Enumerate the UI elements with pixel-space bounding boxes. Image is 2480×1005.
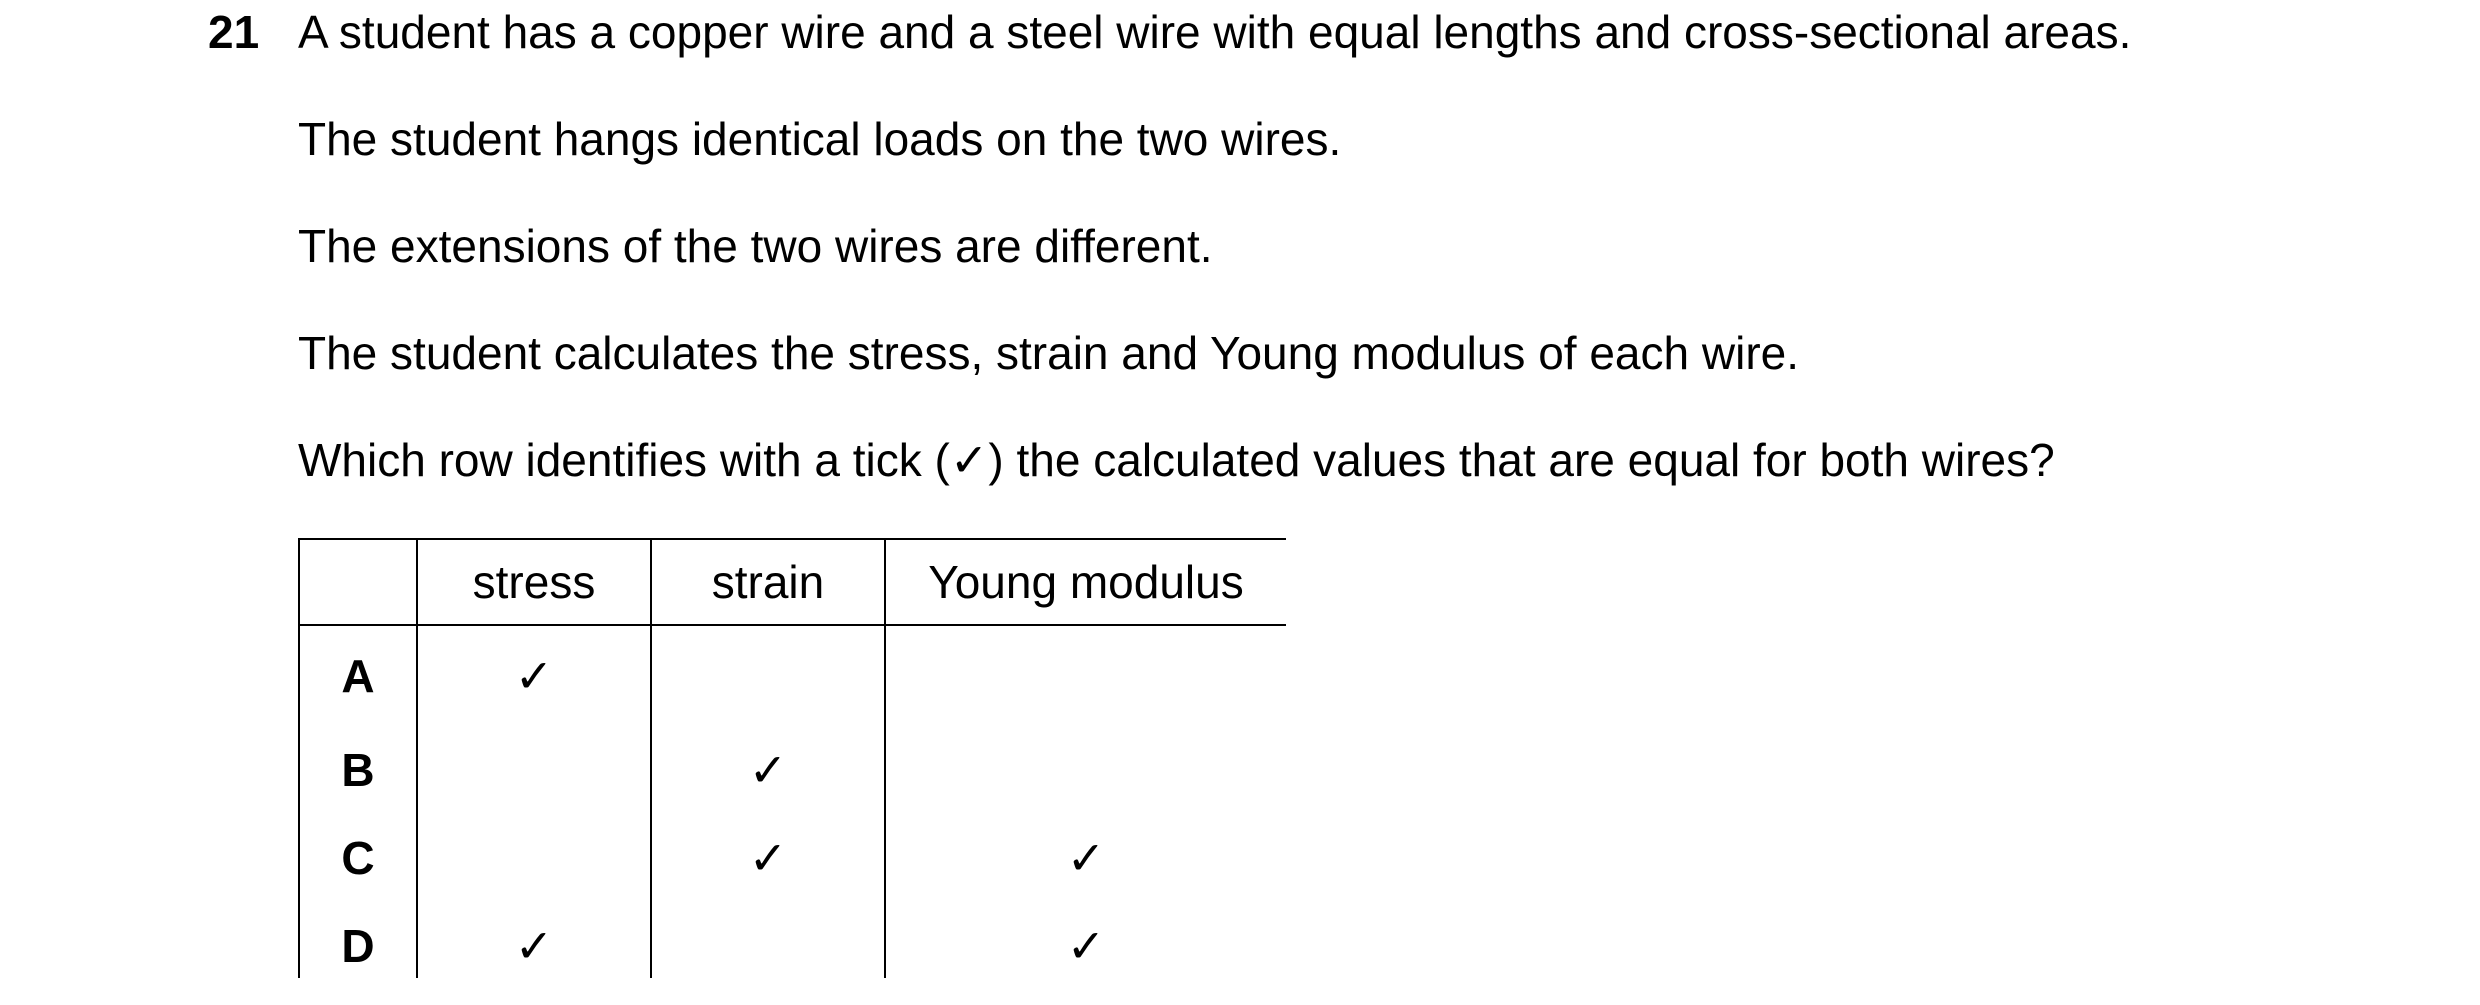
table-corner-cell <box>299 539 417 625</box>
row-d-strain-cell <box>651 902 885 978</box>
header-strain: strain <box>651 539 885 625</box>
header-stress: stress <box>417 539 651 625</box>
table-row-b <box>299 726 1286 814</box>
row-c-strain-cell: ✓ <box>651 814 885 902</box>
row-d-young-modulus-cell: ✓ <box>885 902 1286 978</box>
row-b-stress-cell <box>417 726 651 814</box>
table-row-a <box>299 625 1286 726</box>
question-number: 21 <box>208 6 260 58</box>
table-header-row <box>299 539 1286 625</box>
question-paragraph-3: The extensions of the two wires are different. <box>298 220 1213 272</box>
row-b-strain-cell: ✓ <box>651 726 885 814</box>
row-a-strain-cell <box>651 625 885 726</box>
header-young-modulus: Young modulus <box>885 539 1286 625</box>
question-paragraph-4: The student calculates the stress, strain and Young modulus of each wire. <box>298 327 1799 379</box>
row-b-young-modulus-cell <box>885 726 1286 814</box>
table-row-d <box>299 902 1286 978</box>
row-c-stress-cell <box>417 814 651 902</box>
table-row-c <box>299 814 1286 902</box>
question-paragraph-2: The student hangs identical loads on the two wires. <box>298 113 1342 165</box>
answer-options-table <box>298 538 1286 978</box>
question-paragraph-1: A student has a copper wire and a steel wire with equal lengths and cross-sectional areas. <box>298 6 2132 58</box>
row-label-a: A <box>299 625 417 726</box>
row-label-c: C <box>299 814 417 902</box>
row-label-d: D <box>299 902 417 978</box>
row-d-stress-cell: ✓ <box>417 902 651 978</box>
question-prompt: Which row identifies with a tick (✓) the calculated values that are equal for both wires? <box>298 434 2055 486</box>
row-label-b: B <box>299 726 417 814</box>
answer-table-container <box>298 538 1286 978</box>
row-c-young-modulus-cell: ✓ <box>885 814 1286 902</box>
row-a-stress-cell: ✓ <box>417 625 651 726</box>
row-a-young-modulus-cell <box>885 625 1286 726</box>
